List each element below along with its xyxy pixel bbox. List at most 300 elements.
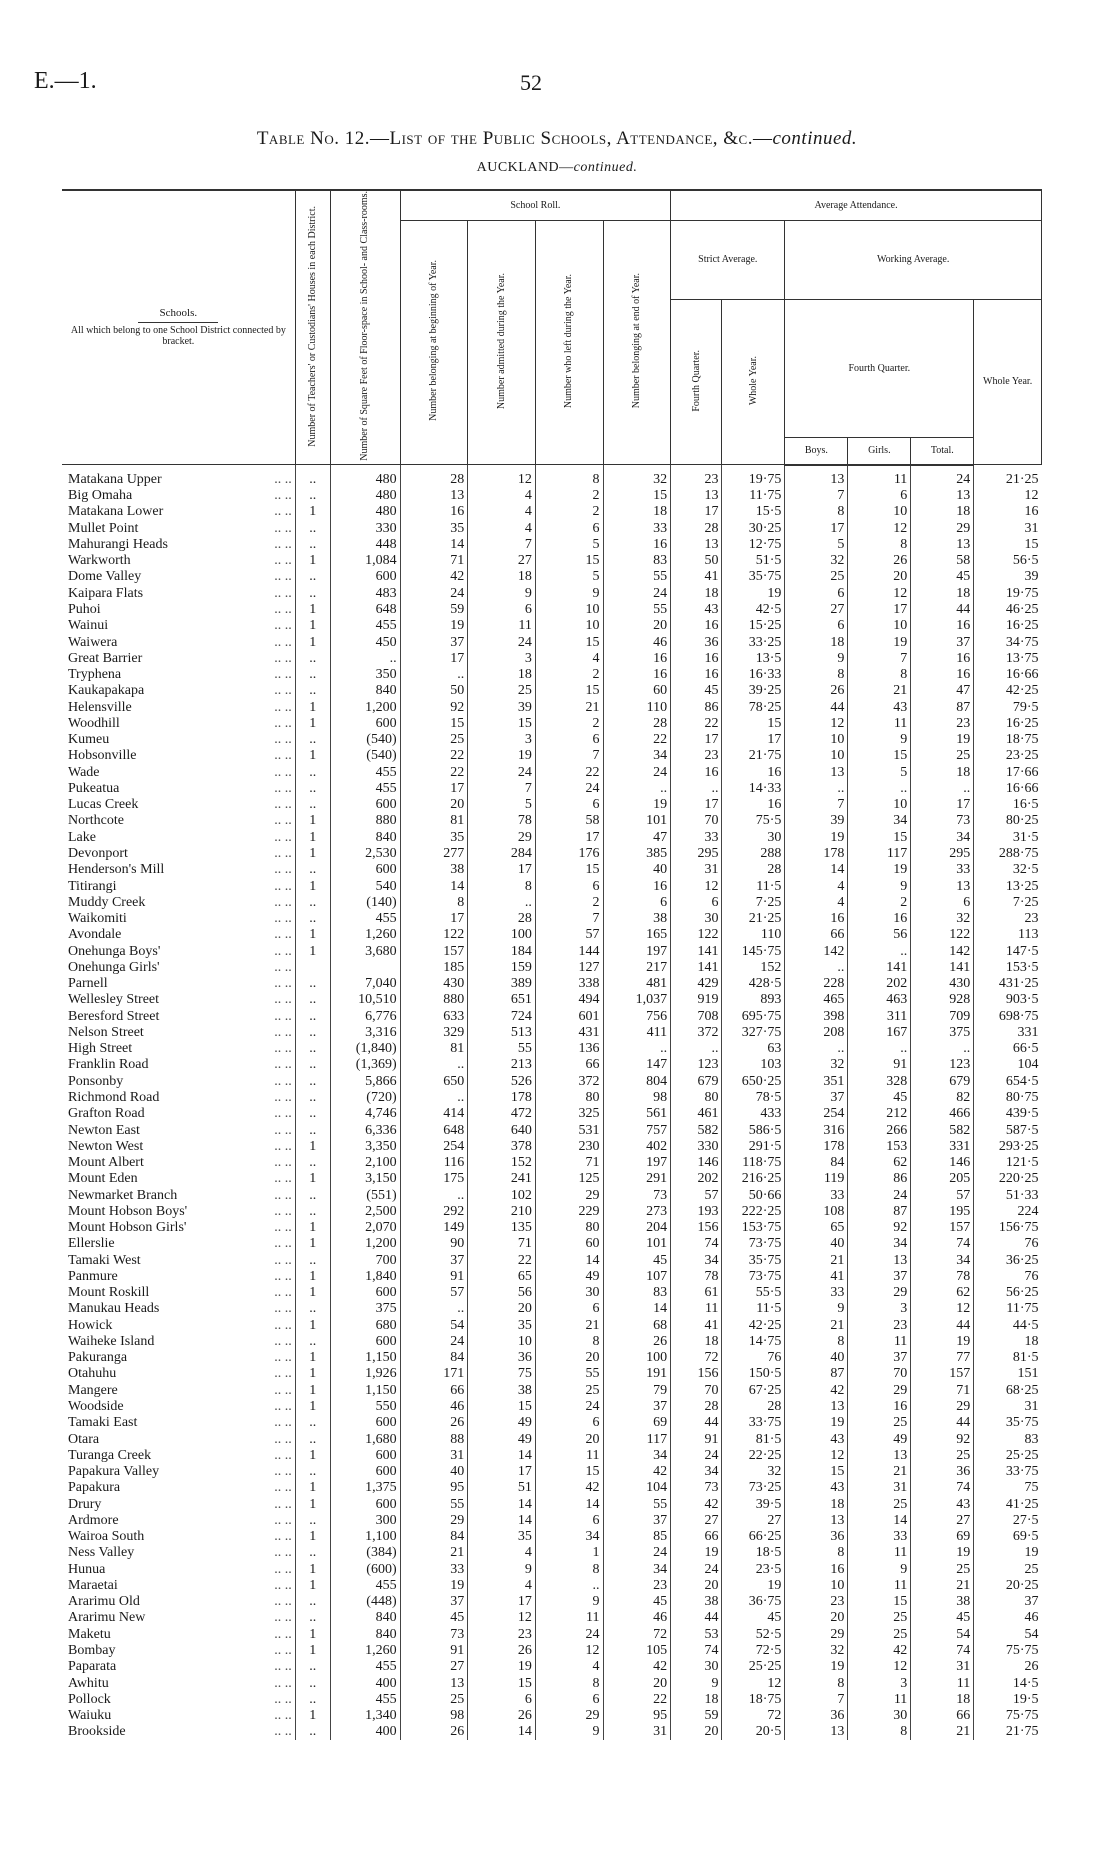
cell-name bbox=[62, 1545, 295, 1561]
table-row bbox=[62, 765, 1042, 781]
cell-strict-year: 291·5 bbox=[722, 1139, 785, 1155]
table-title-main: Table No. 12.—List of the Public Schools, Attendance, &c.— bbox=[256, 128, 773, 149]
cell-whole-year: 41·25 bbox=[974, 1496, 1042, 1512]
cell-boys: 10 bbox=[785, 732, 848, 748]
cell-whole-year: 39 bbox=[974, 569, 1042, 585]
cell-girls: 26 bbox=[848, 553, 911, 569]
cell-end: 411 bbox=[603, 1025, 671, 1041]
cell-total: 13 bbox=[911, 488, 974, 504]
cell-whole-year: 654·5 bbox=[974, 1074, 1042, 1090]
cell-total: 33 bbox=[911, 862, 974, 878]
cell-total: 78 bbox=[911, 1269, 974, 1285]
cell-strict-year: 16 bbox=[722, 765, 785, 781]
cell-beginning: 277 bbox=[400, 846, 468, 862]
cell-boys: 26 bbox=[785, 683, 848, 699]
cell-name bbox=[62, 1025, 295, 1041]
cell-end: 95 bbox=[603, 1708, 671, 1724]
cell-admitted: 152 bbox=[468, 1155, 536, 1171]
cell-beginning: 31 bbox=[400, 1448, 468, 1464]
cell-floor: 6,336 bbox=[330, 1122, 400, 1138]
leader-dots: .. .. bbox=[274, 1577, 292, 1593]
school-name: Maraetai bbox=[68, 1577, 118, 1593]
cell-left: 494 bbox=[535, 992, 603, 1008]
cell-boys: 6 bbox=[785, 586, 848, 602]
cell-name bbox=[62, 895, 295, 911]
table-row bbox=[62, 716, 1042, 732]
cell-strict-year: 28 bbox=[722, 862, 785, 878]
table-row bbox=[62, 1708, 1042, 1724]
leader-dots: .. .. bbox=[274, 536, 292, 552]
cell-whole-year: 25·25 bbox=[974, 1448, 1042, 1464]
leader-dots: .. .. bbox=[274, 1220, 292, 1236]
cell-strict-q4: 679 bbox=[671, 1074, 722, 1090]
cell-whole-year: 121·5 bbox=[974, 1155, 1042, 1171]
cell-boys: 20 bbox=[785, 1610, 848, 1626]
cell-end: 147 bbox=[603, 1057, 671, 1073]
header-left: Number who left during the Year. bbox=[535, 220, 603, 465]
leader-dots: .. .. bbox=[274, 667, 292, 683]
cell-beginning: 13 bbox=[400, 1675, 468, 1691]
cell-whole-year: 68·25 bbox=[974, 1383, 1042, 1399]
header-school-roll: School Roll. bbox=[400, 190, 671, 220]
cell-strict-year: 81·5 bbox=[722, 1431, 785, 1447]
cell-boys: 8 bbox=[785, 1545, 848, 1561]
cell-boys: 65 bbox=[785, 1220, 848, 1236]
cell-girls: 70 bbox=[848, 1366, 911, 1382]
cell-girls: 8 bbox=[848, 667, 911, 683]
cell-boys: 10 bbox=[785, 1578, 848, 1594]
cell-name bbox=[62, 1610, 295, 1626]
cell-whole-year: 16 bbox=[974, 504, 1042, 520]
table-row bbox=[62, 1236, 1042, 1252]
cell-whole-year: 76 bbox=[974, 1269, 1042, 1285]
leader-dots: .. .. bbox=[274, 1675, 292, 1691]
cell-admitted: 3 bbox=[468, 651, 536, 667]
cell-beginning: 633 bbox=[400, 1009, 468, 1025]
table-row bbox=[62, 1187, 1042, 1203]
cell-admitted: 36 bbox=[468, 1350, 536, 1366]
school-name: Parnell bbox=[68, 976, 108, 992]
header-average-attendance: Average Attendance. bbox=[671, 190, 1042, 220]
cell-floor: 880 bbox=[330, 813, 400, 829]
cell-beginning: 414 bbox=[400, 1106, 468, 1122]
cell-strict-q4: 6 bbox=[671, 895, 722, 911]
school-name: Waiwera bbox=[68, 634, 118, 650]
cell-end: 79 bbox=[603, 1383, 671, 1399]
cell-houses: 1 bbox=[295, 1480, 330, 1496]
table-row bbox=[62, 878, 1042, 894]
leader-dots: .. .. bbox=[274, 780, 292, 796]
cell-girls: 20 bbox=[848, 569, 911, 585]
cell-houses: 1 bbox=[295, 1448, 330, 1464]
cell-total: 71 bbox=[911, 1383, 974, 1399]
cell-total: 582 bbox=[911, 1122, 974, 1138]
cell-beginning: 254 bbox=[400, 1139, 468, 1155]
cell-girls: 311 bbox=[848, 1009, 911, 1025]
cell-girls: 25 bbox=[848, 1627, 911, 1643]
cell-left: 17 bbox=[535, 830, 603, 846]
cell-strict-year: 19 bbox=[722, 586, 785, 602]
cell-girls: 21 bbox=[848, 1464, 911, 1480]
cell-houses: 1 bbox=[295, 1366, 330, 1382]
cell-houses: 1 bbox=[295, 1643, 330, 1659]
cell-total: 25 bbox=[911, 748, 974, 764]
schools-table bbox=[62, 189, 1042, 1740]
header-working-average: Working Average. bbox=[785, 220, 1042, 300]
cell-girls: 3 bbox=[848, 1301, 911, 1317]
school-name: Otahuhu bbox=[68, 1366, 117, 1382]
school-name: Paparata bbox=[68, 1659, 117, 1675]
cell-beginning: 430 bbox=[400, 976, 468, 992]
region-suffix: continued. bbox=[573, 160, 638, 175]
cell-admitted: 9 bbox=[468, 1562, 536, 1578]
table-row bbox=[62, 1204, 1042, 1220]
table-row bbox=[62, 1464, 1042, 1480]
cell-strict-q4: 44 bbox=[671, 1415, 722, 1431]
cell-houses: .. bbox=[295, 569, 330, 585]
cell-houses: .. bbox=[295, 1122, 330, 1138]
cell-end: 20 bbox=[603, 618, 671, 634]
cell-floor: 6,776 bbox=[330, 1009, 400, 1025]
school-name: Puhoi bbox=[68, 602, 101, 617]
cell-whole-year: 587·5 bbox=[974, 1122, 1042, 1138]
school-name: Woodhill bbox=[68, 715, 120, 731]
cell-end: 68 bbox=[603, 1318, 671, 1334]
cell-boys: 4 bbox=[785, 878, 848, 894]
cell-floor: 600 bbox=[330, 1496, 400, 1512]
cell-left: 15 bbox=[535, 634, 603, 650]
cell-floor: 1,150 bbox=[330, 1350, 400, 1366]
cell-name bbox=[62, 569, 295, 585]
table-row bbox=[62, 1610, 1042, 1626]
cell-name bbox=[62, 846, 295, 862]
cell-admitted: 51 bbox=[468, 1480, 536, 1496]
cell-strict-year: 18·5 bbox=[722, 1545, 785, 1561]
cell-boys: 42 bbox=[785, 1383, 848, 1399]
table-row bbox=[62, 1480, 1042, 1496]
cell-whole-year: 80·75 bbox=[974, 1090, 1042, 1106]
table-row bbox=[62, 1090, 1042, 1106]
cell-girls: 17 bbox=[848, 602, 911, 618]
cell-girls: 29 bbox=[848, 1285, 911, 1301]
cell-end: 34 bbox=[603, 748, 671, 764]
cell-total: 58 bbox=[911, 553, 974, 569]
cell-end: 46 bbox=[603, 1610, 671, 1626]
leader-dots: .. .. bbox=[274, 1285, 292, 1301]
cell-beginning: 66 bbox=[400, 1383, 468, 1399]
header-strict-average: Strict Average. bbox=[671, 220, 785, 300]
cell-houses: 1 bbox=[295, 878, 330, 894]
leader-dots: .. .. bbox=[274, 1415, 292, 1431]
cell-floor: 648 bbox=[330, 602, 400, 618]
header-whole-year: Whole Year. bbox=[974, 300, 1042, 465]
leader-dots: .. .. bbox=[274, 504, 292, 520]
cell-name bbox=[62, 465, 295, 488]
cell-girls: 11 bbox=[848, 1692, 911, 1708]
cell-strict-q4: 16 bbox=[671, 618, 722, 634]
cell-left: 49 bbox=[535, 1269, 603, 1285]
cell-girls: 16 bbox=[848, 1399, 911, 1415]
cell-total: 466 bbox=[911, 1106, 974, 1122]
cell-houses: .. bbox=[295, 1253, 330, 1269]
cell-beginning: 17 bbox=[400, 911, 468, 927]
cell-left: 57 bbox=[535, 927, 603, 943]
cell-boys: 84 bbox=[785, 1155, 848, 1171]
cell-houses: 1 bbox=[295, 699, 330, 715]
cell-strict-q4: 91 bbox=[671, 1431, 722, 1447]
cell-total: 21 bbox=[911, 1578, 974, 1594]
cell-boys: 18 bbox=[785, 634, 848, 650]
cell-left: 14 bbox=[535, 1253, 603, 1269]
cell-floor: 600 bbox=[330, 1448, 400, 1464]
cell-floor: 3,150 bbox=[330, 1171, 400, 1187]
cell-beginning: 38 bbox=[400, 862, 468, 878]
cell-beginning: 71 bbox=[400, 553, 468, 569]
cell-end: 481 bbox=[603, 976, 671, 992]
cell-strict-year: 72 bbox=[722, 1708, 785, 1724]
cell-boys: 9 bbox=[785, 651, 848, 667]
cell-whole-year: 20·25 bbox=[974, 1578, 1042, 1594]
table-row bbox=[62, 943, 1042, 959]
cell-floor: 480 bbox=[330, 504, 400, 520]
cell-whole-year: 288·75 bbox=[974, 846, 1042, 862]
school-name: Waiuku bbox=[68, 1708, 112, 1724]
cell-total: 13 bbox=[911, 537, 974, 553]
school-name: Franklin Road bbox=[68, 1057, 149, 1073]
cell-whole-year: 37 bbox=[974, 1594, 1042, 1610]
table-row bbox=[62, 504, 1042, 520]
cell-whole-year: 81·5 bbox=[974, 1350, 1042, 1366]
cell-strict-year: 12·75 bbox=[722, 537, 785, 553]
school-name: Turanga Creek bbox=[68, 1447, 152, 1463]
cell-left: 338 bbox=[535, 976, 603, 992]
cell-strict-q4: 295 bbox=[671, 846, 722, 862]
cell-strict-q4: 33 bbox=[671, 830, 722, 846]
school-name: Ararimu Old bbox=[68, 1594, 140, 1610]
cell-girls: 34 bbox=[848, 1236, 911, 1252]
cell-admitted: 651 bbox=[468, 992, 536, 1008]
cell-girls: 10 bbox=[848, 504, 911, 520]
cell-girls: 21 bbox=[848, 683, 911, 699]
school-name: Dome Valley bbox=[68, 569, 142, 585]
cell-girls: 34 bbox=[848, 813, 911, 829]
leader-dots: .. .. bbox=[274, 715, 292, 731]
cell-name bbox=[62, 1562, 295, 1578]
school-name: Waikomiti bbox=[68, 911, 127, 927]
cell-end: 24 bbox=[603, 1545, 671, 1561]
cell-girls: 12 bbox=[848, 1659, 911, 1675]
cell-end: 217 bbox=[603, 960, 671, 976]
cell-beginning: 8 bbox=[400, 895, 468, 911]
cell-whole-year: 31·5 bbox=[974, 830, 1042, 846]
leader-dots: .. .. bbox=[274, 1724, 292, 1740]
cell-strict-year: 30·25 bbox=[722, 521, 785, 537]
cell-strict-q4: 59 bbox=[671, 1708, 722, 1724]
school-name: Pollock bbox=[68, 1691, 111, 1707]
cell-total: 24 bbox=[911, 465, 974, 488]
cell-houses: 1 bbox=[295, 1269, 330, 1285]
cell-left: 2 bbox=[535, 488, 603, 504]
cell-boys: 208 bbox=[785, 1025, 848, 1041]
cell-left: 80 bbox=[535, 1220, 603, 1236]
cell-floor: 480 bbox=[330, 465, 400, 488]
cell-end: 804 bbox=[603, 1074, 671, 1090]
cell-whole-year: 19·5 bbox=[974, 1692, 1042, 1708]
school-name: Bombay bbox=[68, 1643, 116, 1658]
cell-total: 18 bbox=[911, 1692, 974, 1708]
cell-strict-q4: 141 bbox=[671, 960, 722, 976]
cell-houses: .. bbox=[295, 683, 330, 699]
cell-name bbox=[62, 1285, 295, 1301]
leader-dots: .. .. bbox=[274, 1496, 292, 1512]
cell-whole-year: 14·5 bbox=[974, 1675, 1042, 1691]
school-name: Panmure bbox=[68, 1268, 118, 1284]
cell-name bbox=[62, 1253, 295, 1269]
leader-dots: .. .. bbox=[274, 699, 292, 715]
cell-total: 44 bbox=[911, 1318, 974, 1334]
cell-houses: 1 bbox=[295, 602, 330, 618]
cell-girls: 141 bbox=[848, 960, 911, 976]
cell-admitted: 18 bbox=[468, 569, 536, 585]
cell-floor: 455 bbox=[330, 765, 400, 781]
cell-floor: 840 bbox=[330, 1627, 400, 1643]
cell-total: 47 bbox=[911, 683, 974, 699]
cell-end: 100 bbox=[603, 1350, 671, 1366]
cell-beginning: 122 bbox=[400, 927, 468, 943]
leader-dots: .. .. bbox=[274, 1155, 292, 1171]
cell-strict-q4: 429 bbox=[671, 976, 722, 992]
leader-dots: .. .. bbox=[274, 1610, 292, 1626]
cell-strict-year: 153·75 bbox=[722, 1220, 785, 1236]
cell-left: 6 bbox=[535, 1692, 603, 1708]
cell-admitted: 4 bbox=[468, 504, 536, 520]
header-admitted: Number admitted during the Year. bbox=[468, 220, 536, 465]
cell-end: 561 bbox=[603, 1106, 671, 1122]
cell-houses: .. bbox=[295, 1513, 330, 1529]
cell-strict-year: 12 bbox=[722, 1675, 785, 1691]
cell-beginning: 88 bbox=[400, 1431, 468, 1447]
leader-dots: .. .. bbox=[274, 1626, 292, 1642]
cell-girls: 37 bbox=[848, 1350, 911, 1366]
cell-name bbox=[62, 1675, 295, 1691]
cell-admitted: 14 bbox=[468, 1448, 536, 1464]
cell-left: 9 bbox=[535, 1594, 603, 1610]
cell-left: 7 bbox=[535, 911, 603, 927]
cell-name bbox=[62, 927, 295, 943]
table-row bbox=[62, 1318, 1042, 1334]
cell-boys: 13 bbox=[785, 1513, 848, 1529]
cell-admitted: 24 bbox=[468, 765, 536, 781]
cell-name bbox=[62, 488, 295, 504]
cell-beginning: .. bbox=[400, 1187, 468, 1203]
cell-houses: .. bbox=[295, 1204, 330, 1220]
leader-dots: .. .. bbox=[274, 927, 292, 943]
cell-beginning: 91 bbox=[400, 1643, 468, 1659]
leader-dots: .. .. bbox=[274, 911, 292, 927]
cell-beginning: 880 bbox=[400, 992, 468, 1008]
school-name: Onehunga Boys' bbox=[68, 943, 161, 959]
cell-name bbox=[62, 1513, 295, 1529]
cell-total: 25 bbox=[911, 1448, 974, 1464]
header-total: Total. bbox=[911, 437, 974, 465]
cell-end: 19 bbox=[603, 797, 671, 813]
table-row bbox=[62, 683, 1042, 699]
cell-name bbox=[62, 1529, 295, 1545]
table-row bbox=[62, 927, 1042, 943]
cell-beginning: 116 bbox=[400, 1155, 468, 1171]
table-row bbox=[62, 465, 1042, 488]
school-name: Tryphena bbox=[68, 667, 122, 683]
header-strict-fourth-quarter: Fourth Quarter. bbox=[671, 300, 722, 465]
cell-girls: 25 bbox=[848, 1415, 911, 1431]
cell-end: 105 bbox=[603, 1643, 671, 1659]
cell-boys: 13 bbox=[785, 765, 848, 781]
school-name: Tamaki East bbox=[68, 1415, 138, 1431]
cell-houses: 1 bbox=[295, 504, 330, 520]
cell-strict-q4: 24 bbox=[671, 1448, 722, 1464]
cell-beginning: .. bbox=[400, 1301, 468, 1317]
cell-floor: 1,150 bbox=[330, 1383, 400, 1399]
cell-end: 16 bbox=[603, 651, 671, 667]
cell-total: 11 bbox=[911, 1675, 974, 1691]
leader-dots: .. .. bbox=[274, 764, 292, 780]
cell-total: 74 bbox=[911, 1480, 974, 1496]
cell-girls: 23 bbox=[848, 1318, 911, 1334]
cell-total: 19 bbox=[911, 732, 974, 748]
cell-admitted: 19 bbox=[468, 748, 536, 764]
cell-floor: 840 bbox=[330, 1610, 400, 1626]
school-name: Mount Hobson Girls' bbox=[68, 1220, 187, 1236]
cell-floor: 1,100 bbox=[330, 1529, 400, 1545]
cell-whole-year: 12 bbox=[974, 488, 1042, 504]
cell-girls: 12 bbox=[848, 521, 911, 537]
cell-girls: 2 bbox=[848, 895, 911, 911]
school-name: Wainui bbox=[68, 618, 109, 634]
cell-whole-year: 431·25 bbox=[974, 976, 1042, 992]
cell-strict-year: 19 bbox=[722, 1578, 785, 1594]
cell-admitted: 389 bbox=[468, 976, 536, 992]
cell-name bbox=[62, 1366, 295, 1382]
cell-name bbox=[62, 683, 295, 699]
cell-girls: 43 bbox=[848, 699, 911, 715]
cell-admitted: 640 bbox=[468, 1122, 536, 1138]
cell-left: 531 bbox=[535, 1122, 603, 1138]
cell-total: 16 bbox=[911, 618, 974, 634]
cell-beginning: 650 bbox=[400, 1074, 468, 1090]
cell-strict-year: 11·5 bbox=[722, 878, 785, 894]
cell-boys: 398 bbox=[785, 1009, 848, 1025]
cell-end: 23 bbox=[603, 1578, 671, 1594]
leader-dots: .. .. bbox=[274, 1008, 292, 1024]
cell-girls: 11 bbox=[848, 465, 911, 488]
school-name: Maketu bbox=[68, 1626, 111, 1642]
cell-total: 18 bbox=[911, 504, 974, 520]
cell-floor: 840 bbox=[330, 683, 400, 699]
leader-dots: .. .. bbox=[274, 1545, 292, 1561]
table-row bbox=[62, 911, 1042, 927]
cell-total: 74 bbox=[911, 1236, 974, 1252]
cell-name bbox=[62, 1009, 295, 1025]
cell-end: 16 bbox=[603, 667, 671, 683]
cell-end: 197 bbox=[603, 1155, 671, 1171]
cell-girls: 202 bbox=[848, 976, 911, 992]
cell-end: 85 bbox=[603, 1529, 671, 1545]
cell-total: 45 bbox=[911, 1610, 974, 1626]
cell-floor: 400 bbox=[330, 1675, 400, 1691]
cell-girls: 10 bbox=[848, 797, 911, 813]
cell-total: 18 bbox=[911, 586, 974, 602]
cell-strict-q4: 70 bbox=[671, 813, 722, 829]
